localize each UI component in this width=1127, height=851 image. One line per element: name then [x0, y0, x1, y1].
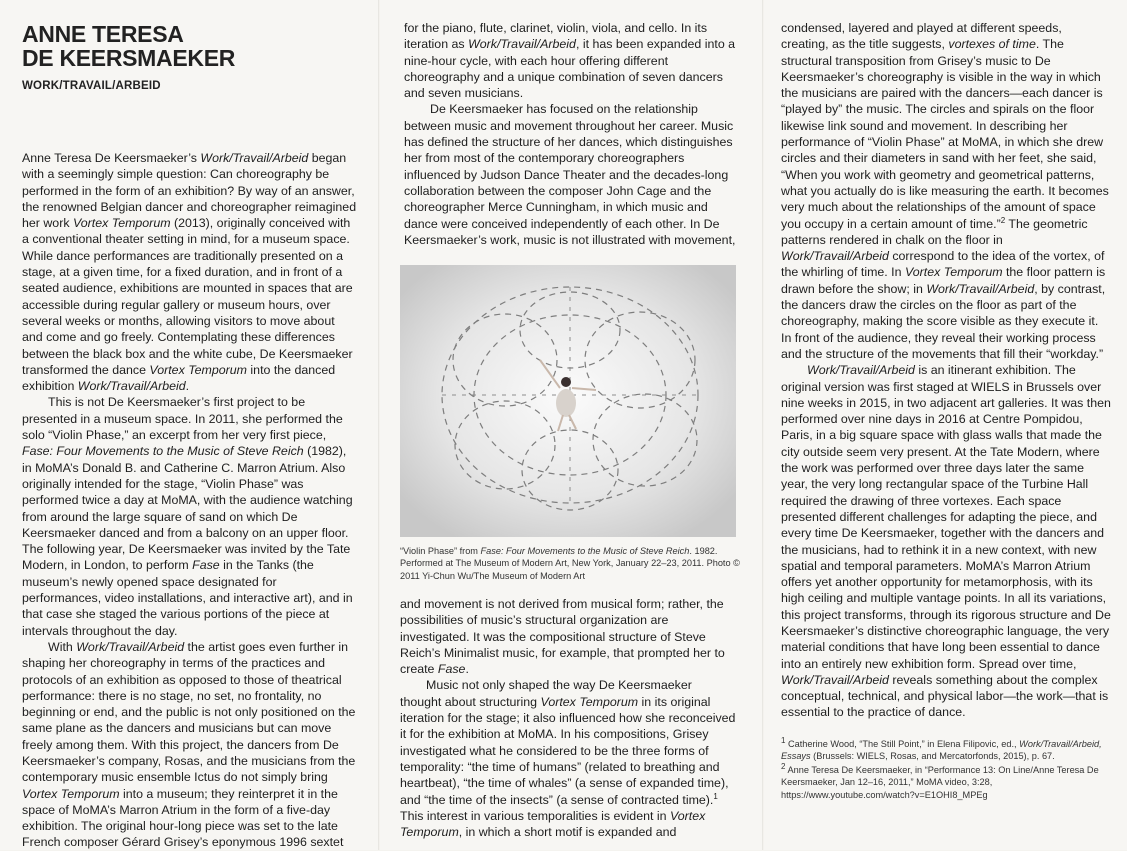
col1-paragraph-2	[22, 394, 358, 638]
footnote-ref: 2	[1000, 215, 1006, 225]
text-run: the floor pattern is drawn before the show; in	[781, 265, 1106, 296]
text-run: , in which a short motif is expanded and	[458, 825, 677, 840]
text-run: Fase: Four Movements to the Music of Steve Reich	[480, 546, 690, 556]
page-title	[22, 22, 235, 70]
text-run: (1982), in MoMA’s Donald B. and Catherine C. Marron Atrium. Also originally intended for the stage, “Violin Phase” was performed twice a day at MoMA, with the audience watching from around the large square of sand on which De Keersmaeker danced and from a balcony on an upper floor. The following year, De Keersmaeker was invited by the Tate Modern, in London, to perform	[22, 444, 353, 573]
text-run: Vortex Temporum	[149, 362, 247, 377]
text-run: is an itinerant exhibition. The original version was first staged at WIELS in Brussels over nine weeks in 2015, in two adjacent art galleries. It was then performed over nine days in 2016 at Centre Pompidou, Paris, in a big square space with glass walls that made the city outside seem very present. At the Tate Modern, where the work was performed over three days later the same year, the very long rectangular space of the Turbine Hall required the drawing of three vortexes. Each space presented different challenges for adapting the piece, and every time De Keersmaeker, together with the dancers and the musicians, had to rethink it in a new context, with new spatial and temporal parameters. MoMA’s Marron Atrium offers yet another opportunity for metamorphosis, with its high ceiling and multiple vantage points. In all its variations, this project transforms, through its rigorous structure and De Keersmaeker’s distinctive choreographic language, the very material conditions that have long been essential to dance into an entirely new exhibition form. Spread over time,	[781, 363, 1111, 671]
text-run: . 1982. Performed at The Museum of Modern Art, New York, January 22–23, 2011. Photo © 2011 Yi-Chun Wu/The Museum of Modern Art	[400, 546, 740, 581]
text-run: Work/Travail/Arbeid, Essays	[781, 739, 1102, 762]
text-run: This interest in various temporalities is evident in	[400, 808, 670, 823]
text-run: Work/Travail/Arbeid	[781, 249, 889, 264]
footnote-2	[781, 761, 1111, 801]
text-run: into a museum; they reinterpret it in the space of MoMA’s Marron Atrium in the form of a five-day exhibition. The original hour-long piece was set to the late French composer Gérard Grisey’s eponymous 1996 sextet	[22, 786, 344, 850]
column-3	[781, 20, 1111, 721]
col1-paragraph-3	[22, 639, 358, 851]
text-run: Vortex Temporum	[400, 808, 706, 840]
col3-paragraph-2	[781, 362, 1111, 721]
text-run: , by contrast, the dancers draw the circles on the floor as part of the choreography, making the score visible as they execute it. In front of the audience, they reveal their working process and the structure of the movements that fill their “workday.”	[781, 281, 1106, 361]
text-run: the artist goes even further in shaping her choreography in terms of the practices and protocols of an exhibition as opposed to those of theatrical performance: there is no stage, no set, no frontality, no beginning or end, and the public is not only positioned on the same plane as the dancers and musicians but can move freely among them. With this project, the dancers from De Keersmaeker’s company, Rosas, and the musicians from the contemporary music ensemble Ictus do not simply bring	[22, 639, 356, 785]
text-run: Vortex Temporum	[540, 694, 639, 709]
photo-caption-text	[400, 545, 740, 582]
text-run: Work/Travail/Arbeid	[200, 151, 309, 165]
text-run: Work/Travail/Arbeid	[468, 37, 576, 52]
text-run: Work/Travail/Arbeid	[781, 672, 889, 687]
text-run: . The structural transposition from Grisey’s music to De Keersmaeker’s choreography is visible in the way in which the musicians are paired with the dancers—each dancer is “played by” the music. The circles and spirals on the floor likewise link sound and movement. In describing her performance of “Violin Phase” at MoMA, in which she drew circles and their diameters in sand with her feet, she said, “When you work with geometry and geometrical patterns, what you actually do is like measuring the earth. It becomes very much about the relationships of the amount of space you occupy in a certain amount of time.”	[781, 37, 1109, 231]
text-run: (Brussels: WIELS, Rosas, and Mercatorfonds, 2015), p. 67.	[810, 751, 1055, 762]
text-run: With	[48, 639, 77, 654]
title-line-2: DE KEERSMAEKER	[22, 45, 236, 71]
text-run: vortexes of time	[948, 37, 1036, 52]
text-run: Anne Teresa De Keersmaeker, in “Performance 13: On Line/Anne Teresa De Keersmaeker, Jan 12–16, 2011,” MoMA video, 3:28, https://www.youtube.com/watch?v=E1OHI8_MPEg	[781, 764, 1099, 800]
column-2-bottom	[400, 596, 736, 840]
text-run: Vortex Temporum	[22, 786, 120, 801]
footnote-1	[781, 735, 1111, 763]
text-run: Work/Travail/Arbeid	[77, 379, 186, 394]
text-run: De Keersmaeker has focused on the relationship between music and movement throughout her career. Music has defined the structure of her dances, which distinguishes her from most of the contemporary choreographers influenced by Judson Dance Theater and the decades-long collaboration between the composer John Cage and the choreographer Merce Cunningham, in which music and dance were conceived independently of each other. In De Keersmaeker’s work, music is not illustrated with movement,	[404, 102, 736, 247]
col2-paragraph-4	[400, 677, 736, 840]
text-run: Anne Teresa De Keersmaeker’s	[22, 151, 201, 165]
text-run: reveals something about the complex conceptual, technical, and physical labor—the work—that is essential to the practice of dance.	[781, 672, 1109, 720]
text-run: “Violin Phase” from	[400, 546, 481, 556]
dancer-chalk-circles-image	[400, 265, 736, 537]
text-run: Fase	[192, 558, 220, 573]
text-run: Work/Travail/Arbeid	[926, 281, 1035, 296]
text-run: in the Tanks (the museum’s newly opened space designated for performances, video installations, and interactive art), and in that case she staged the various portions of the piece at intervals throughout the day.	[22, 558, 353, 638]
text-run: .	[185, 379, 190, 394]
footnote-ref: 1	[713, 791, 718, 801]
text-run: Work/Travail/Arbeid	[807, 363, 915, 378]
text-run: Vortex Temporum	[904, 265, 1003, 280]
col1-paragraph-1	[22, 150, 358, 394]
text-run: (2013), originally conceived with a conventional theater setting in mind, for a museum space. While dance performances are traditionally presented on a stage, at a given time, for a fixed duration, and in front of a seated audience, exhibitions are mounted in spaces that are accessible during regular gallery or museum hours, over several weeks or months, allowing visitors to move about and come and go freely. Contemplating these differences between the black box and the white cube, De Keersmaeker transformed the dance	[22, 216, 353, 377]
text-run: The geometric patterns rendered in chalk on the floor in	[781, 216, 1088, 247]
col3-paragraph-1	[781, 20, 1111, 362]
col2-paragraph-3	[400, 596, 736, 677]
title-line-1: ANNE TERESA	[22, 21, 184, 47]
text-run: Fase	[437, 662, 466, 677]
text-run: .	[465, 662, 469, 677]
text-run: correspond to the idea of the vortex, of the whirling of time. In	[781, 249, 1105, 280]
page-subtitle: WORK/TRAVAIL/ARBEID	[22, 80, 161, 92]
performance-photo	[400, 265, 736, 537]
text-run: This is not De Keersmaeker’s first project to be presented in a museum space. In 2011, she performed the solo “Violin Phase,” an excerpt from her very first piece,	[22, 395, 343, 443]
col2-paragraph-2	[404, 101, 736, 248]
footnotes	[781, 735, 1111, 802]
col2-paragraph-1	[404, 20, 736, 101]
photo-caption	[400, 545, 740, 582]
text-run: began with a seemingly simple question: Can choreography be performed in the form of an exhibition? By way of an answer, the renowned Belgian dancer and choreographer reimagined her work	[22, 151, 357, 231]
text-run: Work/Travail/Arbeid	[76, 639, 185, 654]
text-run: and movement is not derived from musical form; rather, the possibilities of music’s structural organization are investigated. It was the compositional structure of Steve Reich’s Minimalist music, for example, that prompted her to create	[400, 597, 725, 677]
text-run: in its original iteration for the stage; it also influenced how she reconceived it for the exhibition at MoMA. In his compositions, Grisey investigated what he considered to be the three forms of temporality: “the time of humans” (related to breathing and heartbeat), “the time of whales” (a sense of expanded time), and “the time of the insects” (a sense of contracted time).	[400, 694, 736, 807]
column-1	[22, 150, 358, 851]
text-run: condensed, layered and played at different speeds, creating, as the title suggests,	[781, 21, 1062, 52]
footnote-ref: 1	[781, 735, 786, 745]
footnote-ref: 2	[781, 761, 786, 771]
text-run: into the danced exhibition	[22, 362, 336, 394]
text-run: Music not only shaped the way De Keersmaeker thought about structuring	[400, 678, 692, 709]
column-2-top	[404, 20, 736, 248]
text-run: for the piano, flute, clarinet, violin, viola, and cello. In its iteration as	[404, 21, 708, 52]
text-run: Vortex Temporum	[72, 216, 171, 231]
text-run: , it has been expanded into a nine-hour cycle, with each hour offering different choreography and a unique combination of seven dancers and seven musicians.	[404, 37, 736, 101]
text-run: Fase: Four Movements to the Music of Steve Reich	[22, 444, 304, 459]
text-run: Catherine Wood, “The Still Point,” in Elena Filipovic, ed.,	[785, 739, 1020, 749]
